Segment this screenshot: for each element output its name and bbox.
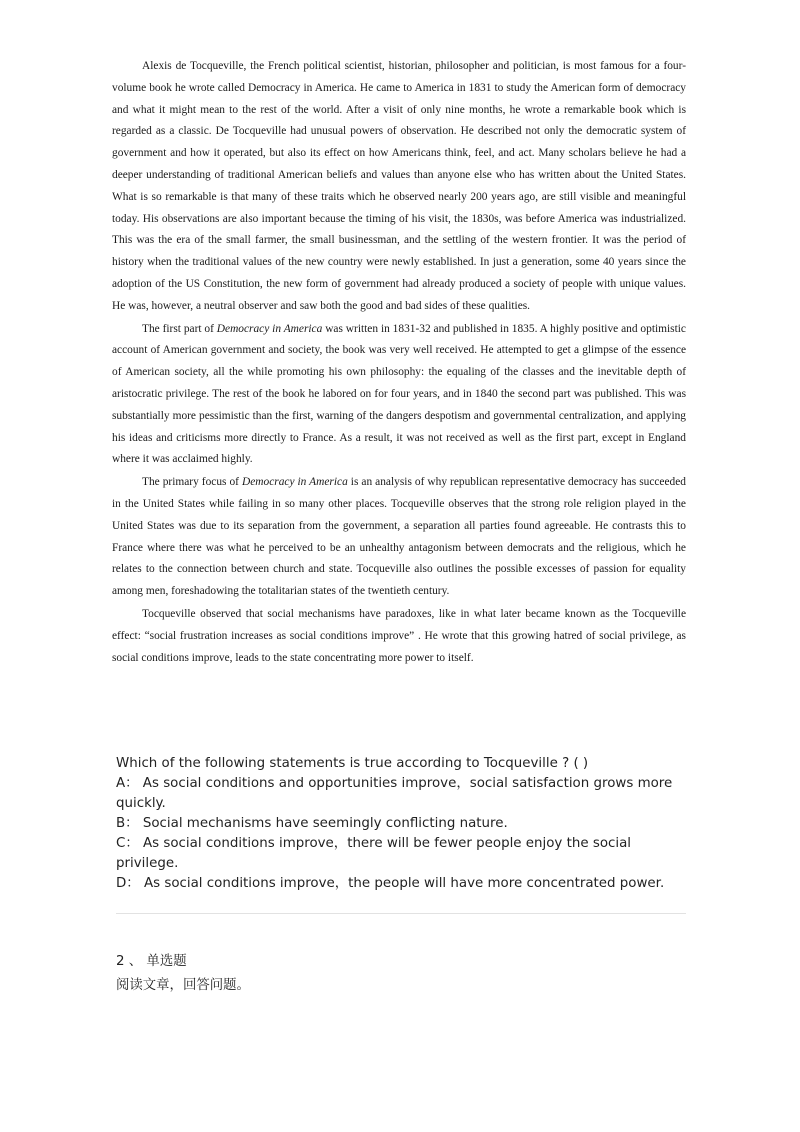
option-a[interactable]: A： As social conditions and opportunities improve，social satisfaction grows more quickly.	[116, 776, 673, 811]
question-stem: Which of the following statements is true according to Tocqueville ? ( )	[116, 756, 589, 771]
passage-text: The first part of	[142, 322, 217, 335]
option-d[interactable]: D： As social conditions improve，the people will have more concentrated power.	[116, 876, 665, 891]
passage-paragraph-1: Alexis de Tocqueville, the French political scientist, historian, philosopher and politician, is most famous for a four-volume book he wrote called Democracy in America. He came to America in 1831 to study the American form of democracy and what it might mean to the rest of the world. After a visit of only nine months, he wrote a remarkable book which is regarded as a classic. De Tocqueville had unusual powers of observation. He described not only the democratic system of government and how it operated, but also its effect on how Americans think, feel, and act. Many scholars believe he had a deeper understanding of traditional American beliefs and values than anyone else who has written about the United States. What is so remarkable is that many of these traits which he observed nearly 200 years ago, are still visible and meaningful today. His observations are also important because the timing of his visit, the 1830s, was before America was industrialized. This was the era of the small farmer, the small businessman, and the settling of the western frontier. It was the period of history when the traditional values of the new country were newly established. In just a generation, some 40 years since the adoption of the US Constitution, the new form of government had already produced a society of people with unique values. He was, however, a neutral observer and saw both the good and bad sides of these qualities.	[112, 60, 686, 312]
scanned-passage	[112, 56, 686, 669]
passage-paragraph-2	[112, 319, 686, 472]
option-c[interactable]: C： As social conditions improve，there will be fewer people enjoy the social privilege.	[116, 836, 632, 871]
section-divider	[116, 913, 686, 914]
next-question-block	[116, 950, 686, 998]
passage-text: The primary focus of	[142, 476, 242, 489]
passage-text: is an analysis of why republican representative democracy has succeeded in the United States while failing in so many other places. Tocqueville observes that the strong role religion played in the United States was due to its separation from the government, a separation all parties found agreeable. He contrasts this to France where there was what he perceived to be an unhealthy antagonism between democrats and the religious, which he relates to the connection between church and state. Tocqueville also outlines the possible excesses of passion for equality among men, foreshadowing the totalitarian states of the twentieth century.	[112, 476, 686, 598]
question-block	[116, 754, 686, 894]
option-b[interactable]: B： Social mechanisms have seemingly conflicting nature.	[116, 816, 508, 831]
book-title: Democracy in America	[216, 322, 323, 335]
passage-paragraph-3	[112, 472, 686, 603]
book-title: Democracy in America	[242, 476, 348, 489]
question-number: 2 、 单选题	[116, 954, 187, 969]
passage-text: was written in 1831-32 and published in 1835. A highly positive and optimistic account of American government and society, the book was very well received. He attempted to get a glimpse of the essence of American society, all the while promoting his own philosophy: the equaling of the classes and the inevitable depth of aristocratic privilege. The rest of the book he labored on for four years, and in 1840 the second part was published. This was substantially more pessimistic than the first, warning of the dangers despotism and governmental centralization, and applying his ideas and criticisms more directly to France. As a result, it was not received as well as the first part, except in England where it was acclaimed highly.	[112, 322, 686, 466]
question-instruction: 阅读文章，回答问题。	[116, 978, 250, 993]
passage-paragraph-4: Tocqueville observed that social mechanisms have paradoxes, like in what later became known as the Tocqueville effect: “social frustration increases as social conditions improve” . He wrote that this growing hatred of social privilege, as social conditions improve, leads to the state concentrating more power to itself.	[112, 607, 686, 664]
